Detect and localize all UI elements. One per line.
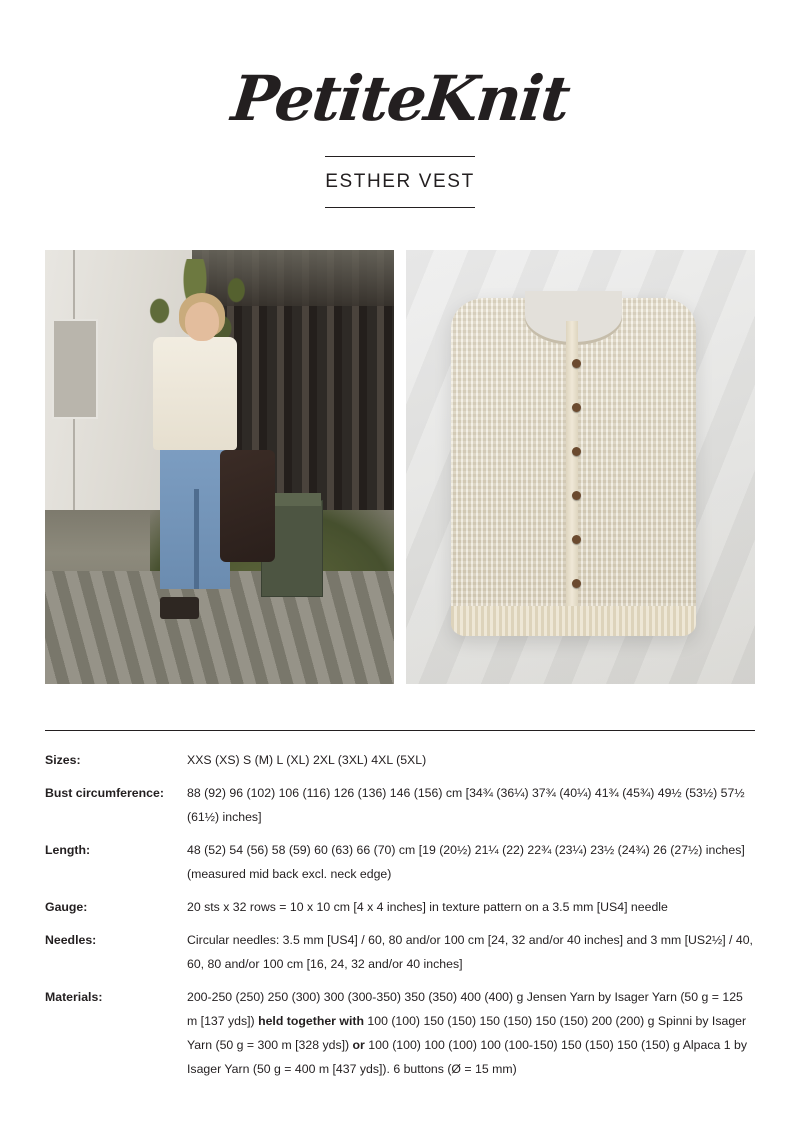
photo1-cream-vest <box>153 337 237 450</box>
photo2-button-5 <box>572 535 581 544</box>
photo-model-wearing-vest <box>45 250 394 684</box>
row-label: Needles: <box>45 932 97 947</box>
specification-body <box>45 749 755 1091</box>
photo2-button-2 <box>572 403 581 412</box>
photo2-button-1 <box>572 359 581 368</box>
photo2-button-6 <box>572 579 581 588</box>
table-row <box>45 986 755 1091</box>
table-row <box>45 896 755 929</box>
photo2-vest-body <box>451 298 695 637</box>
row-label: Bust circumference: <box>45 785 164 800</box>
photo1-window <box>52 319 98 418</box>
row-label: Materials: <box>45 989 103 1004</box>
photo-gallery <box>45 250 755 684</box>
brand-header <box>45 0 755 208</box>
table-row <box>45 929 755 986</box>
row-label: Length: <box>45 842 91 857</box>
photo2-ribbed-hem <box>451 606 695 636</box>
table-row <box>45 839 755 896</box>
table-row <box>45 782 755 839</box>
spec-divider <box>45 730 755 731</box>
row-label: Sizes: <box>45 753 81 767</box>
photo1-sandal <box>160 597 198 619</box>
photo1-leather-jacket <box>220 450 276 563</box>
photo1-jeans-seam <box>194 489 199 589</box>
photo2-button-4 <box>572 491 581 500</box>
divider-above-title <box>325 156 475 157</box>
row-value: 200-250 (250) 250 (300) 300 (300-350) 350 (350) 400 (400) g Jensen Yarn by Isager Yarn (50 g = 125 m [137 yds]) held together with 100 (100) 150 (150) 150 (150) 150 (150) 200 (200) g Spinni by Isager Yarn (50 g = 300 m [328 yds]) or 100 (100) 100 (100) 100 (100-150) 150 (150) 150 (150) g Alpaca 1 by Isager Yarn (50 g = 400 m [437 yds]). 6 buttons (Ø = 15 mm) <box>187 989 747 1076</box>
row-value: XXS (XS) S (M) L (XL) 2XL (3XL) 4XL (5XL) <box>187 753 427 767</box>
row-value: 48 (52) 54 (56) 58 (59) 60 (63) 66 (70) cm [19 (20½) 21¼ (22) 22¾ (23¼) 23½ (24¾) 26 (27½) inches] (measured mid back excl. neck edge) <box>187 842 745 881</box>
table-row <box>45 749 755 782</box>
row-value: 20 sts x 32 rows = 10 x 10 cm [4 x 4 inches] in texture pattern on a 3.5 mm [US4] needle <box>187 899 668 914</box>
row-value: Circular needles: 3.5 mm [US4] / 60, 80 and/or 100 cm [24, 32 and/or 40 inches] and 3 mm [US2½] / 40, 60, 80 and/or 100 cm [16, 24, 32 and/or 40 inches] <box>187 932 753 971</box>
specification-table <box>45 749 755 1091</box>
brand-logo: PetiteKnit <box>228 62 572 135</box>
photo2-button-3 <box>572 447 581 456</box>
row-value: 88 (92) 96 (102) 106 (116) 126 (136) 146 (156) cm [34¾ (36¼) 37¾ (40¼) 41¾ (45¾) 49½ (53½) 57½ (61½) inches] <box>187 785 745 824</box>
divider-below-title <box>325 207 475 208</box>
photo1-face <box>185 302 220 341</box>
page-title: ESTHER VEST <box>325 171 475 192</box>
row-label: Gauge: <box>45 899 88 914</box>
photo-vest-flatlay <box>406 250 755 684</box>
